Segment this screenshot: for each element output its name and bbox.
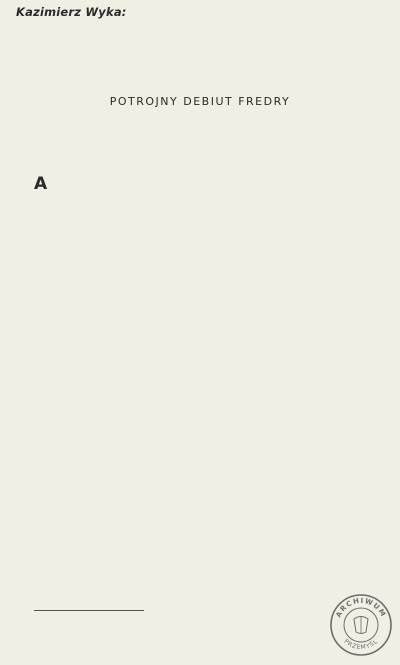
svg-text:ARCHIWUM: ARCHIWUM [334,596,388,619]
article-body [34,174,380,194]
paragraph-1 [34,174,380,194]
author-heading: Kazimierz Wyka: [16,5,127,19]
archive-stamp-icon [328,592,394,658]
footnote-rule [34,610,144,611]
article-title: POTROJNY DEBIUT FREDRY [109,95,291,108]
drop-cap: A [34,174,48,194]
svg-text:PRZEMYŚL: PRZEMYŚL [342,638,380,652]
